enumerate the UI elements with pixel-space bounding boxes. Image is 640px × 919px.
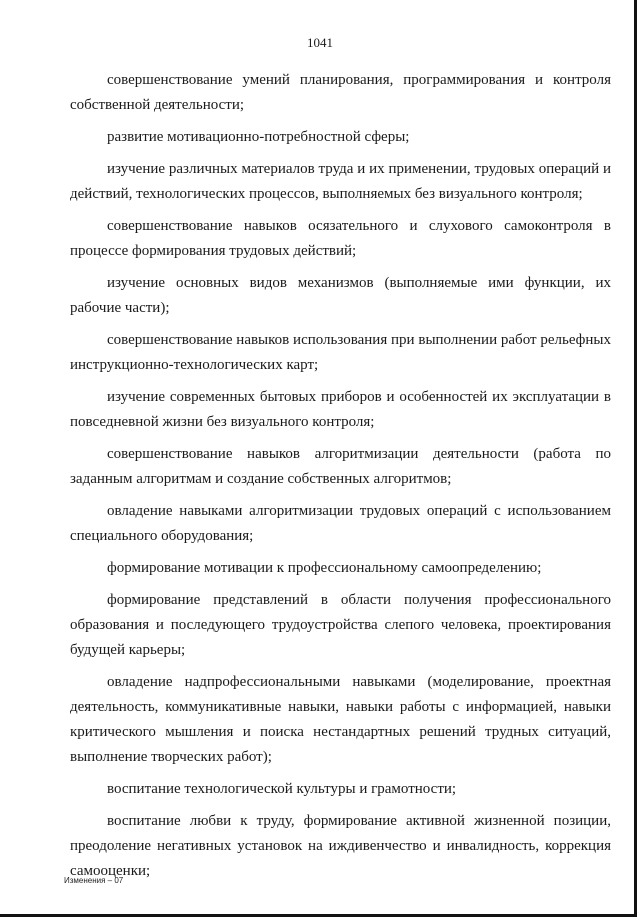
footer-revision-note: Изменения – 07 (64, 876, 124, 885)
list-item: изучение современных бытовых приборов и особенностей их эксплуатации в повседневной жизни без визуального контроля; (70, 389, 611, 430)
list-item: овладение надпрофессиональными навыками (моделирование, проектная деятельность, коммуникативные навыки, навыки работы с информацией, навыки критического мышления и поиска нестандартных решений трудных ситуаций, выполнение творческих работ); (70, 674, 611, 765)
list-item: овладение навыками алгоритмизации трудовых операций с использованием специального оборудования; (70, 503, 611, 544)
list-item: формирование представлений в области получения профессионального образования и последующего трудоустройства слепого человека, проектирования будущей карьеры; (70, 592, 611, 658)
list-item: изучение различных материалов труда и их применении, трудовых операций и действий, технологических процессов, выполняемых без визуального контроля; (70, 161, 611, 202)
list-item: совершенствование навыков использования при выполнении работ рельефных инструкционно-технологических карт; (70, 332, 611, 373)
list-item: воспитание любви к труду, формирование активной жизненной позиции, преодоление негативных установок на иждивенчество и инвалидность, коррекция самооценки; (70, 813, 611, 879)
page-number: 1041 (307, 35, 333, 50)
list-item: развитие мотивационно-потребностной сферы; (107, 129, 410, 145)
list-item: формирование мотивации к профессиональному самоопределению; (107, 560, 542, 576)
list-item: совершенствование навыков осязательного и слухового самоконтроля в процессе формирования трудовых действий; (70, 218, 611, 259)
document-body (70, 68, 611, 891)
list-item: совершенствование навыков алгоритмизации деятельности (работа по заданным алгоритмам и создание собственных алгоритмов; (70, 446, 611, 487)
list-item: изучение основных видов механизмов (выполняемые ими функции, их рабочие части); (70, 275, 611, 316)
list-item: совершенствование умений планирования, программирования и контроля собственной деятельности; (70, 72, 611, 113)
list-item: воспитание технологической культуры и грамотности; (107, 781, 457, 797)
